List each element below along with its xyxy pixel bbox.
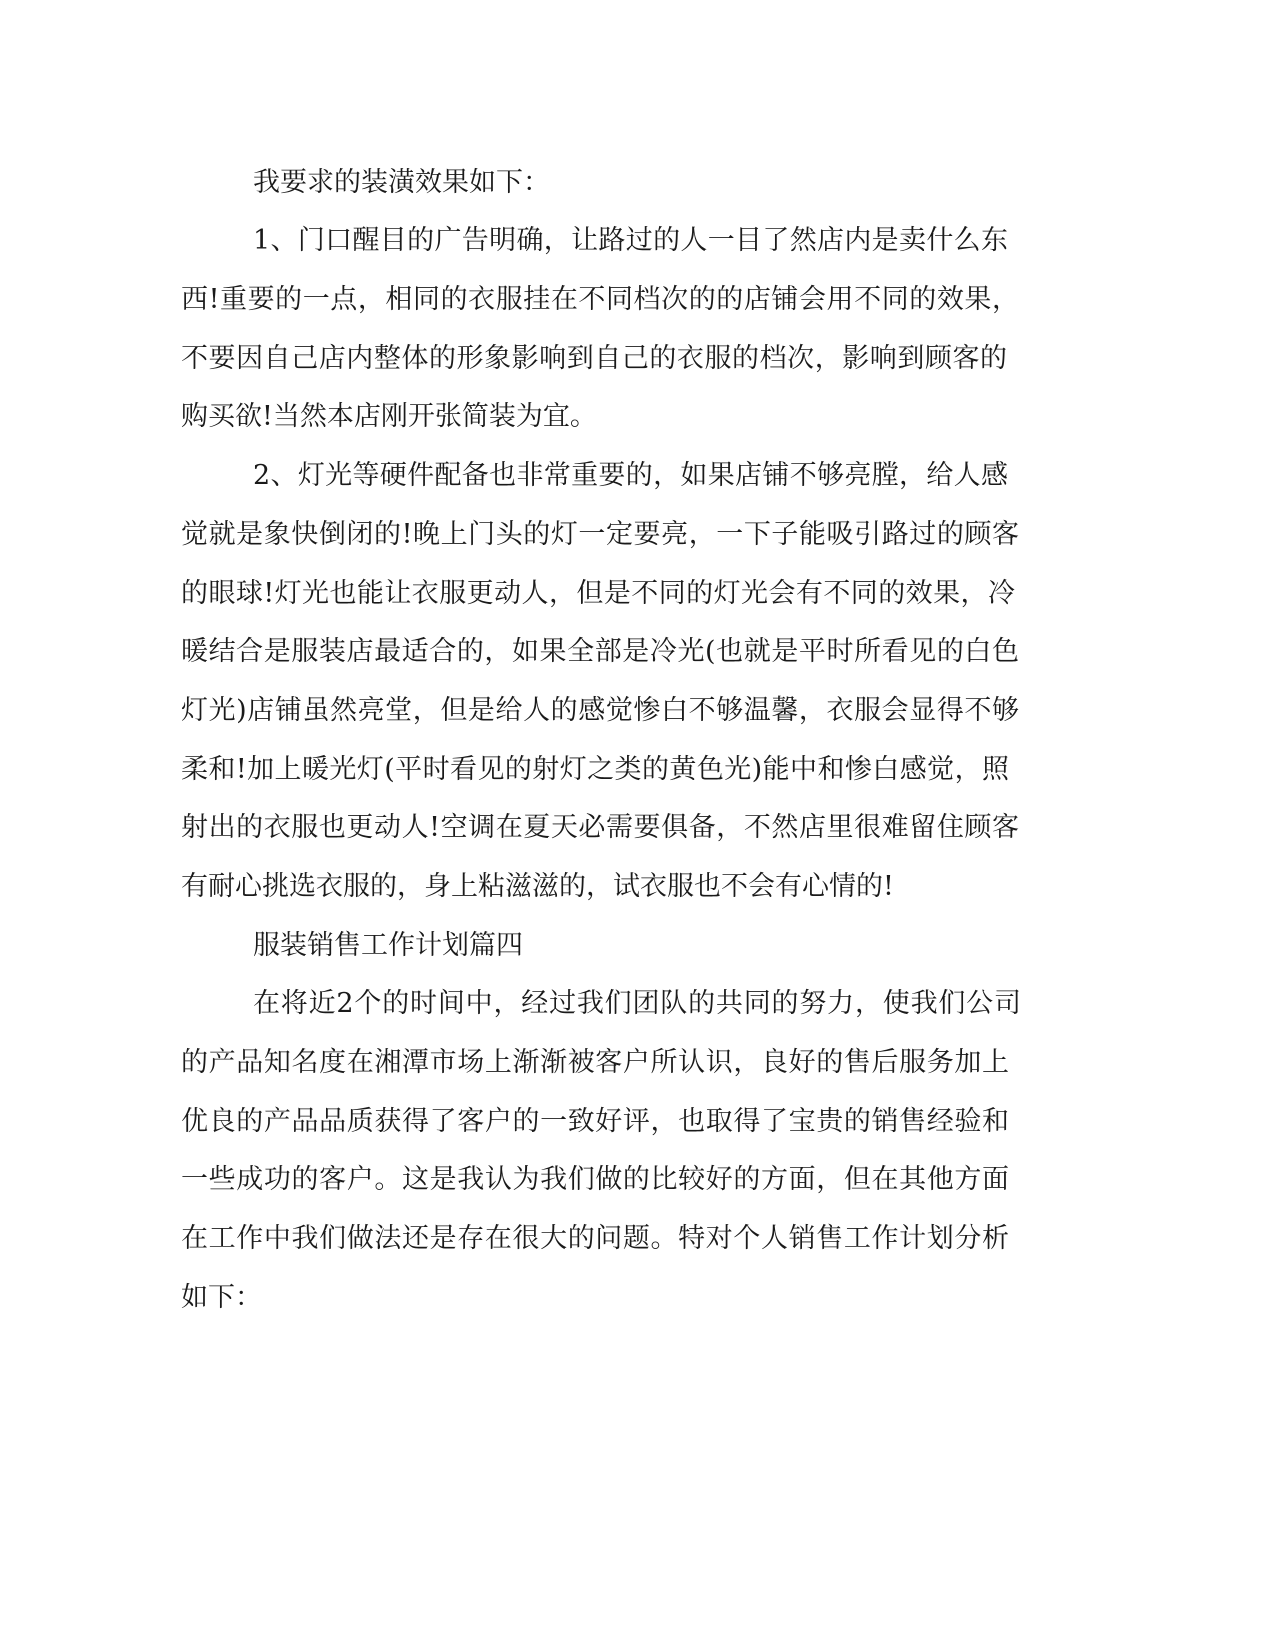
paragraph-2-line-8: 有耐心挑选衣服的，身上粘滋滋的，试衣服也不会有心情的! — [181, 871, 894, 902]
paragraph-3-line-4: 一些成功的客户。这是我认为我们做的比较好的方面，但在其他方面 — [181, 1164, 1009, 1195]
paragraph-2-line-6: 柔和!加上暖光灯(平时看见的射灯之类的黄色光)能中和惨白感觉，照 — [181, 754, 1009, 785]
paragraph-2-line-7: 射出的衣服也更动人!空调在夏天必需要俱备，不然店里很难留住顾客 — [181, 812, 1019, 843]
paragraph-3-line-5: 在工作中我们做法还是存在很大的问题。特对个人销售工作计划分析 — [181, 1223, 1009, 1254]
paragraph-2-line-1: 2、灯光等硬件配备也非常重要的，如果店铺不够亮膛，给人感 — [253, 460, 1008, 491]
paragraph-2-line-4: 暖结合是服装店最适合的，如果全部是冷光(也就是平时所看见的白色 — [181, 636, 1019, 667]
paragraph-1-line-2: 西!重要的一点，相同的衣服挂在不同档次的的店铺会用不同的效果， — [181, 284, 1019, 315]
paragraph-1-line-1: 1、门口醒目的广告明确，让路过的人一目了然店内是卖什么东 — [253, 225, 1008, 256]
intro-line: 我要求的装潢效果如下： — [253, 167, 550, 198]
paragraph-2-line-2: 觉就是象快倒闭的!晚上门头的灯一定要亮，一下子能吸引路过的顾客 — [181, 519, 1019, 550]
section-heading: 服装销售工作计划篇四 — [253, 930, 523, 961]
paragraph-1-line-4: 购买欲!当然本店刚开张简装为宜。 — [181, 401, 597, 432]
paragraph-2-line-5: 灯光)店铺虽然亮堂，但是给人的感觉惨白不够温馨，衣服会显得不够 — [181, 695, 1019, 726]
paragraph-1-line-3: 不要因自己店内整体的形象影响到自己的衣服的档次，影响到顾客的 — [181, 343, 1007, 374]
paragraph-2-line-3: 的眼球!灯光也能让衣服更动人，但是不同的灯光会有不同的效果，冷 — [181, 578, 1015, 609]
paragraph-3-line-2: 的产品知名度在湘潭市场上渐渐被客户所认识，良好的售后服务加上 — [181, 1047, 1009, 1078]
paragraph-3-line-3: 优良的产品品质获得了客户的一致好评，也取得了宝贵的销售经验和 — [181, 1106, 1009, 1137]
paragraph-3-line-1: 在将近2个的时间中，经过我们团队的共同的努力，使我们公司 — [253, 988, 1021, 1019]
paragraph-3-line-6: 如下： — [181, 1282, 262, 1313]
